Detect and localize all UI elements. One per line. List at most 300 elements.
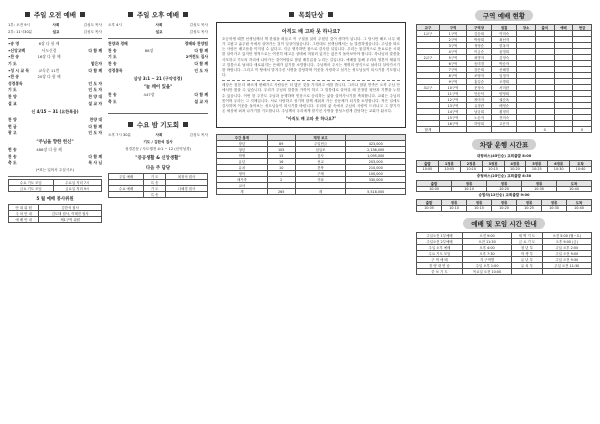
table-cell: 권순옥 (492, 97, 517, 103)
table-cell: 10:10 (460, 167, 482, 173)
table-row (417, 268, 592, 274)
table-cell: 오후 9:00 (금) (542, 238, 591, 244)
table-cell: 수요 기도 모임 (9, 179, 54, 185)
order-row (8, 117, 102, 124)
table-cell: 0 (573, 127, 592, 133)
table-cell: 10:10 (442, 206, 467, 212)
order-row (8, 160, 102, 167)
table-cell (492, 127, 517, 133)
order-item: 찬 송 (108, 61, 117, 67)
table-row (9, 216, 102, 222)
table-cell: 도착 (567, 200, 592, 206)
order-item: 설 교 (8, 100, 17, 106)
next-week-table (108, 173, 208, 198)
order-person: 맡은자 (90, 61, 102, 67)
table-cell: 도착 (570, 161, 592, 167)
table-cell: 출발 (417, 161, 439, 167)
pastor-column-title: 목회단상 (216, 10, 406, 19)
column-paragraph-2: 세상은 점점 더 빠르게 변해가고 사람들은 더 많은 것을 가지려고 애를 씁니다. 그러나 참된 만족은 오직 주님 안에서만 찾을 수 있습니다. 우리가 주님의 말씀을 가까이 하고 그 말씀대로 살아갈 때 진정한 평안과 기쁨을 누릴 수 있습니다. 이번 한 주간도 주님과 동행하며 믿음으로 승리하는 삶을 살아가시기를 축복합니다. 교회는 주님의 몸이며 우리는 그 지체입니다. 서로 사랑하고 섬기며 함께 세워져 가는 공동체가 되기를 소망합니다. 작은 일에도 감사하며 이웃을 돌아보는 성도님들이 되시기를 바랍니다. 우리의 삶 속에서 주님의 사랑이 드러나고 그 향기가 온 세상에 퍼져 나가기를 기도합니다. 주님께서 우리에게 맡기신 사명을 충성스럽게 감당하는 교회가 됩시다. (222, 83, 400, 114)
table-cell: 주일 오후 2:00 (542, 244, 591, 250)
table-row (9, 210, 102, 216)
table-cell: 새가족 (217, 177, 268, 183)
table-cell: 주일오전 2부예배 (417, 238, 463, 244)
table-cell: 6정류 (548, 161, 570, 167)
table-cell: 12구역 (439, 97, 466, 103)
table-cell: 신혜경 (492, 67, 517, 73)
wednesday-meta: 오후 7시 30분 사회 김성도 목사 (108, 133, 208, 138)
table-cell: 교사 (217, 183, 268, 189)
table-cell: 주 차 안 내 (9, 210, 39, 216)
table-cell: 나혜경 집사 (166, 186, 208, 192)
table-cell: 2교구 (417, 55, 440, 61)
table-cell: 송미경 (467, 61, 492, 67)
table-header: 권찰 (492, 25, 517, 31)
table-cell: 10:25 (517, 206, 542, 212)
table-cell: 출발 (417, 200, 442, 206)
table-cell: 2,136,000 (346, 147, 406, 153)
table-cell: 정류 (517, 200, 542, 206)
table-cell: 노순자 (467, 115, 492, 121)
order-row (108, 67, 208, 74)
order-person: 찬양 대 (89, 117, 102, 123)
table-cell (467, 127, 492, 133)
table-cell: 이금순 (467, 49, 492, 55)
meta-label: 2부: 11시30분 (8, 30, 33, 34)
table-cell: 11구역 (439, 91, 466, 97)
order-person: 인 도 자 (194, 67, 208, 73)
table-cell: 주일 오후 예배 (417, 244, 463, 250)
week-label: 신 4/15 ~ 31 (요한복음) (31, 108, 79, 114)
stand-note: (*표는 일어서 주십시오) (35, 167, 75, 172)
meta-name: 김성도 목사 (189, 23, 208, 27)
order-item: 기 도 (8, 61, 17, 67)
table-cell: 기 도 (144, 174, 166, 180)
table-cell: 제1구역 위원 (39, 216, 102, 222)
meta-role: 설교 (155, 30, 163, 34)
table-cell: 10:20 (504, 167, 526, 173)
order-row (8, 124, 102, 131)
column-paragraph-1: 초등학생 때쯤 선생님께서 책 한권을 펴들고 이 구절을 읽어 주셨던 것이 생각이 납니다. 그 당시만 해도 너무 배가 고팠고 굶주림 속에서 살아가는 것이 일상이었습니다. 그런데도 선생님께서는 늘 말씀하셨습니다. 주님을 따르는 사람은 배고픔을 이겨낼 수 있다고. 지금 생각하면 참으로 감사한 일입니다. 우리는 물질적으로 풍요로운 시대를 살아가고 있지만 영적으로는 여전히 배고픈 상태에 머물러 있지는 않은지 돌아보아야 합니다. 하나님의 말씀을 사모하고 기도의 자리에 나아가는 것이야말로 참된 배부름을 누리는 길입니다. 예배를 통해 우리의 영혼이 채워지고 말씀으로 날마다 새로워지는 은혜가 있기를 소망합니다. 주님께서 주시는 생명의 양식으로 날마다 살아가시기를 바랍니다. 그리고 이 땅에서 맡겨주신 사명을 감당하며 이웃을 사랑하고 섬기는 성도님들이 되시기를 기도합니다. (222, 37, 400, 78)
service-volunteers-title: 5 월 예배 봉사위원 (36, 196, 74, 202)
table-cell: 문정숙 (467, 85, 492, 91)
order-row (108, 54, 208, 61)
table-cell: 14구역 (439, 109, 466, 115)
table-cell: 강은희 (467, 67, 492, 73)
schedule-table (416, 232, 592, 275)
order-person: 다 함 께 (194, 92, 208, 98)
table-cell: 오전 11:30 (462, 238, 511, 244)
table-cell: 3구역 (439, 43, 466, 49)
table-row (109, 192, 208, 198)
meta-label: 오후 4시 (108, 23, 122, 27)
order-detail: 486장 다 함 께 (36, 147, 62, 153)
table-cell: 10:30 (548, 167, 570, 173)
order-person: 다 함 께 (88, 47, 102, 53)
meta-row (8, 22, 102, 29)
table-cell: 8구역 (439, 73, 466, 79)
table-cell: 임정자 (492, 73, 517, 79)
order-item: •송 영 (8, 41, 20, 47)
table-cell: 1정류 (438, 161, 460, 167)
table-cell: 주일오전 1부예배 (417, 232, 463, 238)
table-cell: 주일 오전 11:30 (542, 262, 591, 268)
order-person: 다 함 께 (194, 47, 208, 53)
table-cell (542, 268, 591, 274)
order-item: 찬 송 (108, 47, 117, 53)
table-row (217, 189, 406, 195)
table-cell: 4구역 (439, 49, 466, 55)
table-cell: 89 (267, 141, 295, 147)
order-row (8, 100, 102, 107)
table-cell: 1,095,000 (346, 153, 406, 159)
table-cell: 2정류 (460, 161, 482, 167)
order-detail: 447장 (143, 92, 155, 98)
table-cell: 330,000 (346, 177, 406, 183)
afternoon-sermon-title: "늘 깨어 있을" (143, 84, 173, 90)
pastor-column-section (216, 10, 406, 195)
order-person: 인 도 자 (88, 130, 102, 136)
table-cell: 새 벽 기 도 (512, 232, 542, 238)
table-cell: 10:30 (542, 206, 567, 212)
table-cell: 1구역 (439, 31, 466, 37)
table-cell: 10:05 (417, 206, 442, 212)
table-cell: 특 송 (144, 192, 166, 198)
order-row (8, 48, 102, 55)
table-cell: 유정란 (467, 103, 492, 109)
table-cell: 10구역 (439, 85, 466, 91)
square-bullet-icon (128, 12, 133, 17)
wednesday-reference: 성경본문 / 사도행전 4:1 ~ 12 (신약성경) (125, 147, 191, 152)
table-cell: 오명희 (492, 79, 517, 85)
table-cell: 유 치 부 (512, 262, 542, 268)
table-cell: 9구역 (439, 79, 466, 85)
order-item: 성경봉독 (108, 67, 123, 73)
table-row (9, 185, 102, 191)
table-cell: 장미자 (467, 97, 492, 103)
table-cell (439, 127, 466, 133)
order-row (8, 74, 102, 81)
table-cell: 15 (267, 153, 295, 159)
order-detail: 사도신경 (41, 47, 57, 53)
column-closing: "아직도 배 고파 못 하나요?" (285, 116, 337, 122)
sunday-morning-title: 주일 오전 예배 (8, 10, 102, 19)
order-item: 헌 송 (8, 147, 17, 153)
square-bullet-icon (289, 12, 294, 17)
order-row (8, 147, 102, 154)
table-cell: 15구역 (439, 115, 466, 121)
table-cell: 전미숙 (492, 115, 517, 121)
table-cell: 안순덕 (467, 91, 492, 97)
order-row (8, 87, 102, 94)
table-cell: 10:40 (557, 186, 592, 192)
table-cell: 감사 (295, 153, 346, 159)
order-item: 찬 송 (108, 92, 117, 98)
table-cell: 13구역 (439, 103, 466, 109)
table-header: 재정 보고 (295, 135, 346, 141)
order-person: 설 교 자 (88, 100, 102, 106)
order-person: 다 함 께 (88, 153, 102, 159)
meta-row (108, 29, 208, 36)
table-cell: 2구역 (439, 37, 466, 43)
order-row (108, 92, 208, 99)
order-detail: 88장 (144, 47, 154, 53)
table-cell: 정류 (442, 200, 467, 206)
table-cell (512, 268, 542, 274)
order-person: 인 도 자 (88, 87, 102, 93)
order-detail: 20장 다 함 께 (37, 74, 61, 80)
table-header: 구역장 (467, 25, 492, 31)
table-cell: 특 송 (144, 180, 166, 186)
table-cell: 수요 예배 (109, 186, 144, 192)
meta-row (108, 22, 208, 29)
table-cell: 금요 기도 모임 (9, 185, 54, 191)
table-cell: 유 년 부 (512, 256, 542, 262)
table-cell: 1교구 (417, 31, 440, 37)
table-cell: 203,000 (346, 159, 406, 165)
table-cell: 김영숙 (492, 55, 517, 61)
order-person: 인 도 자 (88, 80, 102, 86)
table-cell: 정류 (452, 180, 487, 186)
table-cell: 주일헌금 (295, 141, 346, 147)
table-cell: 10 (267, 165, 295, 171)
table-cell: 주일 예배 (109, 174, 144, 180)
table-cell: 4정류 (504, 161, 526, 167)
table-cell: 윤정희 (492, 49, 517, 55)
meta-label (108, 30, 142, 35)
table-cell: 10:00 (417, 186, 452, 192)
table-cell: 7 (267, 171, 295, 177)
table-cell: 학 생 부 (512, 250, 542, 256)
order-item: 찬 양 (8, 94, 17, 100)
order-item: 찬양과 경배 (108, 41, 128, 47)
table-cell: 기타 (295, 177, 346, 183)
bus-title: 차량 운행 시간표 (416, 139, 592, 150)
order-item: •찬 송 (8, 74, 20, 80)
table-cell: 예 배 안 내 (9, 216, 39, 222)
order-detail: 교독문 11번 (38, 67, 60, 73)
table-cell: 황정미 (492, 109, 517, 115)
table-cell: 장년 (217, 141, 268, 147)
table-row (417, 186, 592, 192)
table-cell: 10:40 (570, 167, 592, 173)
pastor-column-box (216, 22, 406, 128)
order-person: 다 함 께 (194, 61, 208, 67)
table-cell: 고은자 (492, 121, 517, 127)
prayer-meeting-info (8, 179, 102, 192)
table-cell: 5,518,000 (346, 189, 406, 195)
table-cell: 10:25 (526, 167, 548, 173)
order-row (8, 67, 102, 74)
order-item: 기 도 (108, 54, 117, 60)
weekly-stats-table (216, 134, 406, 195)
table-cell: 학생 (217, 153, 268, 159)
table-cell: 10:10 (452, 186, 487, 192)
table-cell: 이미숙 (492, 31, 517, 37)
square-bullet-icon (183, 12, 188, 17)
table-cell: 배영순 (492, 103, 517, 109)
table-cell (517, 127, 536, 133)
table-header: 장소 (517, 25, 536, 31)
table-cell: 출발 (417, 180, 452, 186)
schedule-title: 예배 및 모임 시간 안내 (416, 218, 592, 229)
bus-table-1 (416, 160, 592, 173)
table-cell: 구 역 예 배 (417, 256, 463, 262)
meta-role: 설교 (52, 30, 60, 34)
table-cell: 청년 (217, 147, 268, 153)
table-cell: 조영자 (467, 73, 492, 79)
order-row (8, 130, 102, 137)
sunday-afternoon-section (108, 10, 208, 198)
wednesday-leader: 기도 / 김한석 집사 (143, 140, 173, 145)
table-cell: 최명자 (467, 55, 492, 61)
table-cell: 5구역 (439, 55, 466, 61)
bus-sub-1: 대형버스(45인승) 교회출발 8:00 (476, 154, 532, 158)
sunday-afternoon-title: 주일 오후 예배 (108, 10, 208, 19)
table-cell: 10:20 (487, 186, 522, 192)
table-cell: 유년 (217, 159, 268, 165)
verse-reference: 삼상 3:1 ~ 21 (구약성경) (133, 75, 183, 81)
table-cell: 100,000 (346, 171, 406, 177)
order-item: 찬 송 (8, 153, 17, 159)
table-header: 출석 (535, 25, 554, 31)
table-cell: 최선자 (492, 37, 517, 43)
table-cell: 3정류 (482, 161, 504, 167)
order-row (8, 94, 102, 101)
service-volunteers-table (8, 204, 102, 223)
table-cell: 합계 (417, 127, 440, 133)
table-cell: 최정석 집사 (166, 174, 208, 180)
table-cell: 7구역 (439, 67, 466, 73)
table-cell: 영아 (217, 171, 268, 177)
table-row (417, 167, 592, 173)
table-cell: 오후 4:00 (462, 244, 511, 250)
table-cell: 오후 7:30 (462, 250, 511, 256)
table-cell: 정류 (542, 200, 567, 206)
order-person: 목 사 님 (88, 160, 102, 166)
bus-table-2 (416, 180, 592, 193)
bus-table-3 (416, 199, 592, 212)
table-cell: 양영희 (492, 91, 517, 97)
square-bullet-icon (25, 12, 30, 17)
meta-role: 사회 (52, 23, 60, 27)
table-cell: 210,000 (346, 165, 406, 171)
order-item: •신앙고백 (8, 47, 26, 53)
table-cell: 10:30 (522, 186, 557, 192)
next-week-title: 다음 주 담당 (145, 166, 171, 172)
table-cell: 남궁희 (467, 109, 492, 115)
square-bullet-icon (80, 12, 85, 17)
table-cell: 423,000 (346, 141, 406, 147)
sunday-morning-section (8, 10, 102, 223)
table-cell (166, 192, 208, 198)
table-row (109, 174, 208, 180)
order-item: 광 고 (8, 130, 17, 136)
table-cell: 김순희 (467, 31, 492, 37)
order-person: 다 함 께 (88, 123, 102, 129)
table-cell: 금요일 저녁 9시 (53, 185, 101, 191)
order-item: 기 도 (8, 87, 17, 93)
table-cell: 홍길순 (467, 79, 492, 85)
table-cell: 선교 (295, 159, 346, 165)
table-cell: 서미란 (492, 85, 517, 91)
order-person: 찬 양 대 (88, 94, 102, 100)
table-cell: 10:20 (492, 206, 517, 212)
meta-role: 사회 (155, 23, 163, 27)
bus-sub-3: 승합차(12인승) 교회출발 9:00 (478, 193, 530, 198)
table-cell: 중 보 기 도 (417, 268, 463, 274)
table-header: 구역 (439, 25, 466, 31)
table-cell: 오전 9:00 (462, 232, 511, 238)
wednesday-title: 수요 밤 기도회 (108, 120, 208, 129)
table-cell: 16 (267, 159, 295, 165)
order-row (8, 81, 102, 88)
table-cell: 박정희 (467, 37, 492, 43)
table-cell: 주일 오전 9:30 (542, 256, 591, 262)
order-row (8, 153, 102, 160)
order-row (8, 61, 102, 68)
table-cell (554, 127, 573, 133)
order-row (8, 41, 102, 48)
table-cell: 한옥자 (492, 43, 517, 49)
table-cell: 5정류 (526, 161, 548, 167)
table-cell: 계 (295, 189, 346, 195)
table-header: 교구 (417, 25, 440, 31)
column-headline: 아직도 배 고파 못 하나요? (281, 29, 341, 35)
table-cell: 금 요 기 도 (512, 238, 542, 244)
sermon-title: "주님을 향한 헌신" (36, 139, 74, 145)
table-cell: 수요일 저녁 7시 (53, 179, 101, 185)
order-item: •성 시 교 독 (8, 67, 30, 73)
table-cell: 각 구역별 (462, 256, 511, 262)
table-cell: 정류 (467, 200, 492, 206)
table-cell: 정류 (522, 180, 557, 186)
table-cell: 십일조 (295, 147, 346, 153)
table-cell: 정류 (487, 180, 522, 186)
order-person: 설 교 자 (194, 98, 208, 104)
table-cell: 유치 (217, 165, 268, 171)
order-item: 성경봉독 (8, 80, 23, 86)
meta-label: 1부: 오전 9시 (8, 23, 30, 27)
table-cell: 목요일 오전 10:00 (462, 268, 511, 274)
table-cell: 10:15 (482, 167, 504, 173)
bus-sub-2: 중형버스(25인승) 교회출발 8:30 (476, 173, 532, 178)
order-item: 찬 양 (8, 117, 17, 123)
table-cell: 10:00 (417, 167, 439, 173)
table-cell: 찬 양 대 연 습 (417, 262, 463, 268)
table-cell: 도착 (557, 180, 592, 186)
table-cell: 안 내 위 원 (9, 204, 39, 210)
square-bullet-icon (128, 122, 133, 127)
wednesday-sermon: "증공생활 & 신앙생활" (135, 156, 181, 162)
table-cell: 박순자 (492, 61, 517, 67)
table-row (109, 186, 208, 192)
order-row (8, 54, 102, 61)
table-header: 예배 (554, 25, 573, 31)
table-cell: 오전 5:00 (월~토) (542, 232, 591, 238)
order-row (108, 48, 208, 55)
meta-name: 김성도 목사 (189, 30, 208, 34)
table-cell: 16구역 (439, 121, 466, 127)
table-cell: 청 년 부 (512, 244, 542, 250)
order-item: 축 도 (108, 98, 117, 104)
table-cell: 김도태 집사, 이태진 집사 (39, 210, 102, 216)
table-cell: 구제 (295, 171, 346, 177)
zone-table (416, 24, 592, 133)
table-header: 헌금 (573, 25, 592, 31)
order-person: 경배와 찬양팀 (184, 41, 208, 47)
table-row (417, 206, 592, 212)
table-cell: 주일 오전 9:00 (542, 250, 591, 256)
